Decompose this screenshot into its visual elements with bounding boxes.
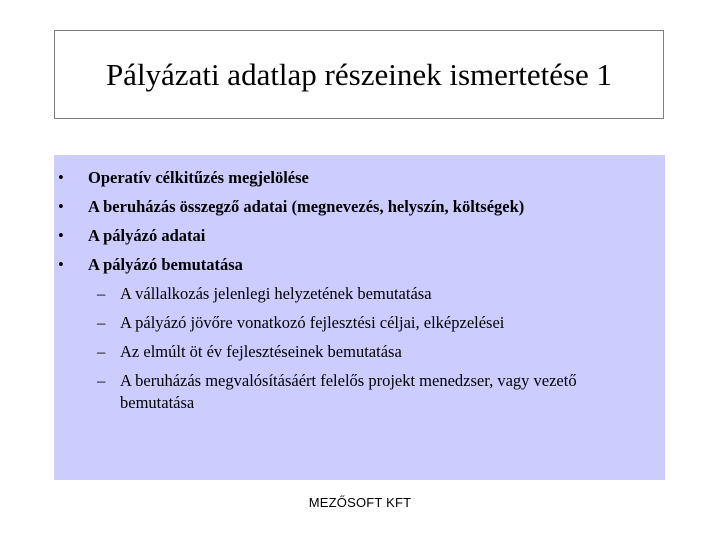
slide-title: Pályázati adatlap részeinek ismertetése 1 <box>105 57 613 92</box>
bullet-item <box>54 250 524 279</box>
dash-marker: – <box>97 313 106 332</box>
sub-bullet-item <box>54 279 584 308</box>
bullet-list <box>54 163 524 279</box>
sub-bullet-item <box>54 366 584 417</box>
dash-marker: – <box>97 284 106 303</box>
sub-bullet-text: A beruházás megvalósításáért felelős projekt menedzser, vagy vezető bemutatása <box>120 371 577 412</box>
content-panel <box>54 155 665 480</box>
footer-company: MEZŐSOFT KFT <box>308 495 412 510</box>
sub-bullet-text: A vállalkozás jelenlegi helyzetének bemutatása <box>120 284 432 303</box>
bullet-marker: • <box>58 226 64 245</box>
sub-bullet-text: Az elmúlt öt év fejlesztéseinek bemutatása <box>120 342 402 361</box>
dash-marker: – <box>97 371 106 390</box>
dash-marker: – <box>97 342 106 361</box>
title-box <box>54 30 664 119</box>
bullet-marker: • <box>58 255 64 274</box>
sub-bullet-text: A pályázó jövőre vonatkozó fejlesztési céljai, elképzelései <box>120 313 505 332</box>
bullet-item <box>54 163 524 192</box>
sub-bullet-list <box>54 279 584 417</box>
bullet-marker: • <box>58 197 64 216</box>
bullet-text: A pályázó bemutatása <box>88 255 243 274</box>
sub-bullet-item <box>54 308 584 337</box>
bullet-text: A beruházás összegző adatai (megnevezés, helyszín, költségek) <box>88 197 525 216</box>
bullet-item <box>54 192 524 221</box>
sub-bullet-item <box>54 337 584 366</box>
bullet-text: Operatív célkitűzés megjelölése <box>88 168 309 187</box>
bullet-marker: • <box>58 168 64 187</box>
bullet-item <box>54 221 524 250</box>
bullet-text: A pályázó adatai <box>88 226 206 245</box>
